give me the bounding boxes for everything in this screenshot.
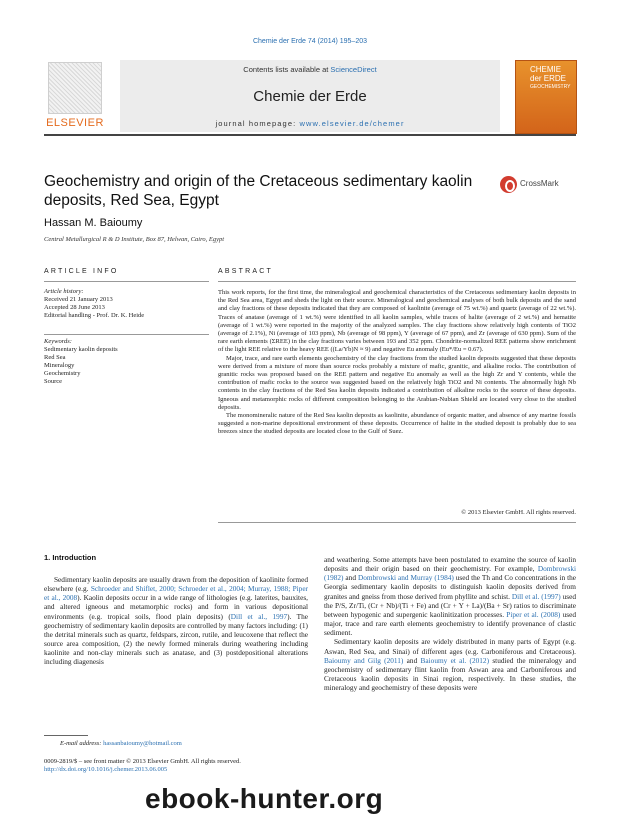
article-title: Geochemistry and origin of the Cretaceous sedimentary kaolin deposits, Red Sea, Egypt	[44, 173, 473, 209]
abstract-divider	[218, 281, 576, 282]
email-label: E-mail address:	[60, 740, 102, 747]
body-column-left	[44, 575, 308, 667]
cover-title-2: der ERDE	[530, 74, 567, 83]
abstract-paragraph: Major, trace, and rare earth elements geochemistry of the clay fractions from the studied kaolin deposits suggested that these deposits were derived from a mixture of more than source rocks probably a mixture of mafic, granitic, and alkaline rocks. The contribution of granitic rocks was proposed based on the REE pattern and negative Eu anomaly as well as the high Zr and Y contents, while the contribution of mafic rocks to the source was suggested based on the relatively high TiO2 and Ni contents. The abnormally high Nb contents in the clay fractions of the Red Sea kaolin deposits indicated a contribution of alkaline rocks to the source of these deposits. Igneous and metamorphic rocks of different composition belonging to the Arabian-Nubian Shield are located very close to the studied deposits.	[218, 354, 576, 411]
body-paragraph	[44, 575, 308, 667]
journal-banner	[120, 60, 500, 132]
homepage-prefix: journal homepage:	[215, 119, 297, 128]
tree-logo-icon	[48, 62, 102, 114]
abstract-copyright: © 2013 Elsevier GmbH. All rights reserved.	[461, 509, 576, 516]
reference-link[interactable]: Dombrowski and Murray (1984)	[357, 573, 454, 583]
reference-link[interactable]: Dill et al. (1997)	[511, 591, 561, 601]
keyword-item: Sedimentary kaolin deposits	[44, 346, 118, 353]
journal-cover-thumbnail	[515, 60, 577, 134]
crossmark-badge[interactable]	[500, 176, 580, 194]
issn-line: 0009-2819/$ – see front matter © 2013 Elsevier GmbH. All rights reserved.	[44, 758, 241, 765]
footnote-divider	[44, 735, 88, 736]
reference-link[interactable]: Baioumy and Gilg (2011)	[324, 655, 404, 665]
keyword-item: Red Sea	[44, 354, 66, 361]
text-run: studied the mineralogy and geochemistry of sedimentary flint kaolin from Aswan area and Carboniferous and Cretaceous kaolin deposits in Sinai region, respectively. In these studies, the mineralogy and geochemistry of these deposits were	[324, 655, 576, 693]
keywords-label: Keywords:	[44, 338, 72, 345]
body-paragraph	[324, 637, 576, 692]
history-label: Article history:	[44, 288, 84, 295]
doi-link[interactable]: http://dx.doi.org/10.1016/j.chemer.2013.06.005	[44, 766, 168, 773]
reference-link[interactable]: Dill et al., 1997	[230, 611, 288, 621]
author-affiliation: Central Metallurgical R & D Institute, Box 87, Helwan, Cairo, Egypt	[44, 236, 225, 243]
abstract-end-divider	[218, 522, 576, 523]
elsevier-wordmark: ELSEVIER	[46, 117, 104, 129]
homepage-link[interactable]: www.elsevier.de/chemer	[299, 119, 405, 128]
reference-link[interactable]: Dombrowski (1982)	[324, 564, 576, 583]
text-run: and weathering. Some attempts have been postulated to examine the source of kaolin deposits and their origin based on their geochemistry. For example,	[324, 555, 576, 574]
text-run: used the P/S, Zr/Ti, (Cr + Nb)/(Ti + Fe) and (Cr + Y + La)/(Ba + Sr) ratios to discriminate between hypogenic and supergenic kaolinitization processes.	[324, 591, 576, 619]
corresponding-email	[60, 740, 182, 747]
watermark-text: ebook-hunter.org	[145, 783, 384, 814]
text-run: Sedimentary kaolin deposits are widely distributed in many parts of Egypt (e.g. Aswan, Red Sea, and Sinai) of different ages (e.g. Carboniferous and Cretaceous).	[324, 637, 576, 656]
text-run: used the Th and Co concentrations in the Georgia sedimentary kaolin deposits to distinguish kaolin deposits derived from granites and gneiss from those derived from phyllite and schist.	[324, 573, 576, 601]
article-info-divider	[44, 281, 209, 282]
article-history	[44, 288, 209, 320]
reference-link[interactable]: Schroeder and Shiflet, 2000; Schroeder et al., 2004; Murray, 1988; Piper et al., 2008	[44, 584, 308, 603]
elsevier-logo	[44, 62, 106, 132]
accepted-date: Accepted 28 June 2013	[44, 304, 105, 311]
keywords-block	[44, 338, 209, 386]
journal-title: Chemie der Erde	[253, 88, 367, 105]
text-run: ). Kaolin deposits occur in a wide range of lithologies (e.g. laterites, bauxites, and altered igneous and metamorphic rocks) and form in various depositional environments (e.g. tropical soils, flood plain deposits) (	[44, 593, 308, 621]
text-run: and	[403, 655, 421, 665]
abstract-heading: ABSTRACT	[218, 268, 273, 275]
text-run: and	[343, 573, 358, 583]
reference-link[interactable]: Baioumy et al. (2012)	[420, 655, 490, 665]
text-run: Sedimentary kaolin deposits are usually drawn from the deposition of kaolinite formed elsewhere (e.g.	[44, 575, 308, 594]
keyword-item: Mineralogy	[44, 362, 75, 369]
author-name: Hassan M. Baioumy	[44, 217, 143, 229]
cover-title-1: CHEMIE	[530, 65, 562, 74]
article-info-heading: ARTICLE INFO	[44, 268, 119, 275]
body-paragraph	[324, 555, 576, 637]
keyword-item: Geochemistry	[44, 370, 81, 377]
reference-link[interactable]: Piper et al. (2008)	[506, 609, 561, 619]
text-run: used major, trace and rare earth elements geochemistry to identify provenance of clastic sediment.	[324, 609, 576, 638]
abstract-paragraph: This work reports, for the first time, the mineralogical and geochemical characteristics of the Cretaceous sedimentary kaolin deposits in the Red Sea area, Egypt and sheds the light on their source. Mineralogical and geochemical analyses of both bulk deposits and the sand and clay fractions of these deposits indicated that they are composed of kaolinite (average of 75 wt.%) and quartz (average of 22 wt.%). Traces of anatase (average of 1 wt.%) were identified in all kaolin samples, while traces of halite (average of 2 wt.%) and hematite (average of 1 wt.%) were reported in the majority of the analyzed samples. The clay fractions show relatively high contents of TiO2 (average of 2.1%), Ni (average of 103 ppm), Nb (average of 98 ppm), Y (average of 67 ppm), and Zr (average of 630 ppm). Sum of the rare earth elements (ΣREE) in the clay fractions varies between 193 and 352 ppm. Chondrite-normalized REE patterns show enrichment of the light REE relative to the heavy REE ((La/Yb)N ≈ 9) and negative Eu anomaly (Eu*/Eu = 0.67).	[218, 289, 576, 354]
sciencedirect-link[interactable]: ScienceDirect	[330, 65, 377, 74]
text-run: ). The geochemistry of sedimentary kaolin deposits are controlled by many factors including: (1) the detrital minerals such as quartz, feldspars, zircon, rutile, and leucoxene that reflect the source area composition, (2) the newly formed minerals during weathering including kaolinite and non-clay minerals such as anatase, and (3) postdepositional alterations including diagenesis	[44, 611, 308, 667]
crossmark-icon	[500, 176, 517, 193]
contents-prefix: Contents lists available at	[243, 65, 329, 74]
cover-subtitle: GEOCHEMISTRY	[530, 84, 571, 90]
crossmark-label: CrossMark	[520, 179, 559, 188]
keyword-item: Source	[44, 378, 63, 385]
abstract-paragraph: The monomineralic nature of the Red Sea kaolin deposits as kaolinite, abundance of organic matter, and absence of any marine fossils suggested a non-marine depositional environment of these deposits. Occurrence of halite in the studied deposit is probably due to sea breezes since the studied deposits are located close to the Gulf of Suez.	[218, 412, 576, 436]
received-date: Received 21 January 2013	[44, 296, 113, 303]
section-heading-introduction: 1. Introduction	[44, 553, 97, 562]
journal-citation: Chemie der Erde 74 (2014) 195–203	[252, 38, 368, 45]
editorial-handling: Editorial handling - Prof. Dr. K. Heide	[44, 312, 145, 319]
journal-homepage-line	[120, 119, 500, 128]
keywords-divider	[44, 334, 209, 335]
abstract-text	[218, 289, 576, 437]
email-link[interactable]: hassanbaioumy@hotmail.com	[103, 740, 182, 747]
issn-block	[44, 758, 241, 774]
contents-line	[120, 65, 500, 74]
body-column-right	[324, 555, 576, 692]
